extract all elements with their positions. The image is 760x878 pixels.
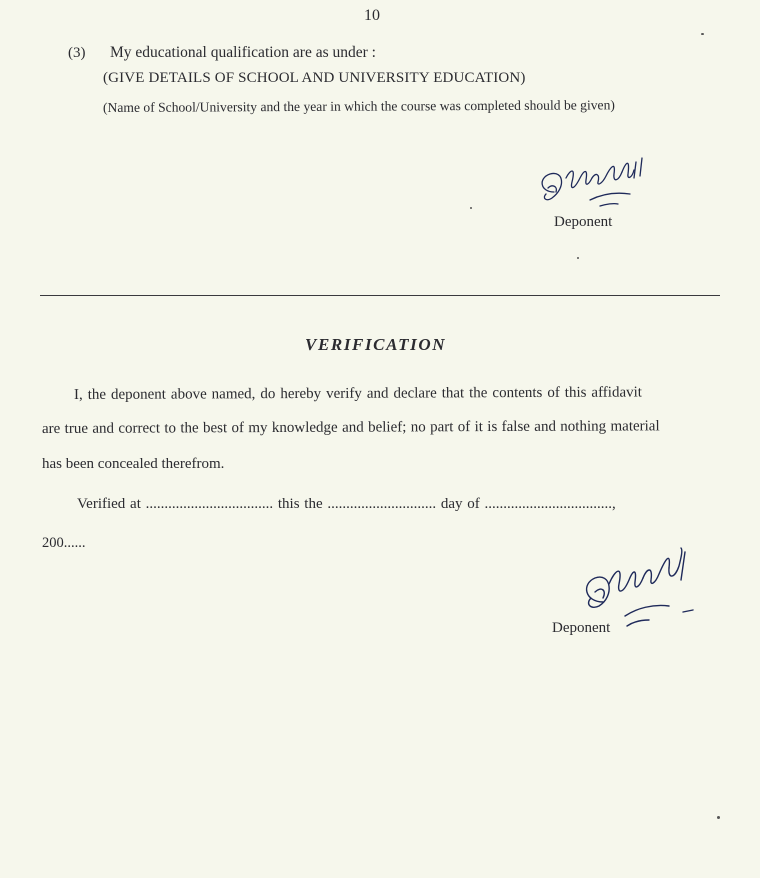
verified-at-line: Verified at .................................. this the ............................. day of .................................., (77, 496, 616, 512)
verification-paragraph-line: has been concealed therefrom. (42, 456, 225, 472)
deponent-signature-1 (530, 148, 670, 220)
item-statement: My educational qualification are as under : (110, 44, 376, 61)
scan-speck (470, 207, 472, 209)
scan-speck (577, 257, 579, 259)
education-instruction-detail: (Name of School/University and the year in which the course was completed should be given) (102, 97, 615, 115)
deponent-label-2: Deponent (552, 620, 611, 636)
year-line: 200...... (42, 535, 86, 551)
page-number: 10 (364, 7, 380, 24)
verification-paragraph-line: are true and correct to the best of my knowledge and belief; no part of it is false and nothing material (41, 418, 660, 437)
education-instruction: (GIVE DETAILS OF SCHOOL AND UNIVERSITY EDUCATION) (103, 70, 526, 86)
item-number: (3) (68, 45, 86, 61)
verification-paragraph-line: I, the deponent above named, do hereby verify and declare that the contents of this affidavit (73, 384, 642, 403)
scan-speck (717, 816, 720, 819)
verification-heading: VERIFICATION (305, 335, 447, 354)
deponent-label-1: Deponent (554, 214, 613, 230)
scan-speck (701, 33, 704, 35)
section-divider (40, 295, 720, 296)
